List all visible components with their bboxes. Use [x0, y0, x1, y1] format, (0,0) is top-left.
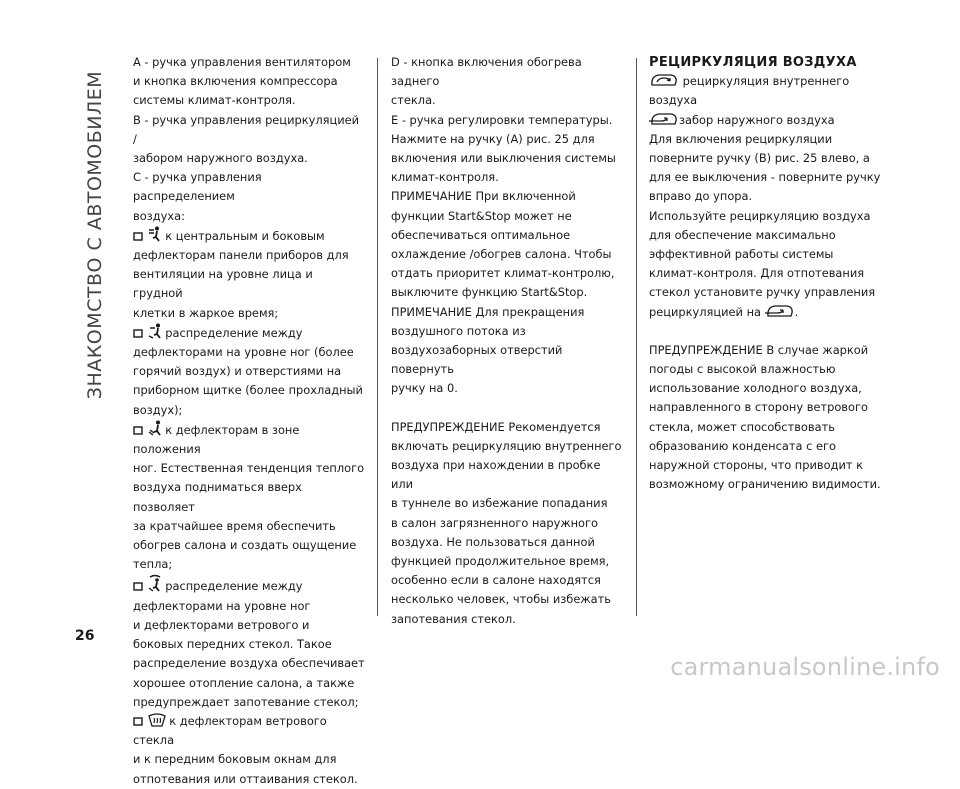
text-line: воздуха: — [133, 208, 185, 223]
text-line: Для включения рециркуляции — [649, 131, 833, 146]
text-line-with-icon: рециркуляцией на . — [649, 304, 799, 319]
bullet-square-icon — [133, 328, 144, 339]
text-line: и к передним боковым окнам для — [133, 752, 337, 767]
text-line: воздуха. Не пользоваться данной — [391, 534, 595, 549]
text-line: в туннеле во избежание попадания — [391, 496, 608, 511]
text-line: климат-контроля. Для отпотевания — [649, 266, 865, 281]
airflow-face-feet-icon — [148, 323, 162, 339]
text-line: системы климат-контроля. — [133, 93, 296, 108]
text-line: дефлекторами на уровне ног — [133, 598, 311, 613]
text-line: Используйте рециркуляцию воздуха — [649, 208, 871, 223]
text-line: для обеспечение максимально — [649, 227, 836, 242]
text-line: функцией продолжительное время, — [391, 554, 610, 569]
text-line: забором наружного воздуха. — [133, 151, 308, 166]
text-line: дефлекторами на уровне ног (более — [133, 345, 354, 360]
text-line: за кратчайшее время обеспечить — [133, 518, 336, 533]
text-line: охлаждение /обогрев салона. Чтобы — [391, 247, 612, 262]
column-2 — [391, 53, 623, 629]
text-line: воздуха при нахождении в пробке или — [391, 458, 601, 492]
text-line: отпотевания или оттаивания стекол. — [133, 771, 358, 786]
column-1 — [133, 53, 365, 789]
bullet-square-icon — [133, 231, 144, 242]
text-line: вентиляции на уровне лица и грудной — [133, 267, 313, 301]
text-line: выключите функцию Start&Stop. — [391, 285, 588, 300]
text-line: Е - ручка регулировки температуры. — [391, 112, 613, 127]
text-line: клетки в жаркое время; — [133, 305, 279, 320]
text-line: образованию конденсата с его — [649, 438, 836, 453]
text-line: воздуха — [649, 93, 698, 108]
text-line: обеспечиваться оптимальное — [391, 227, 571, 242]
text-line: боковых передних стекол. Такое — [133, 637, 332, 652]
text-line: распределение воздуха обеспечивает — [133, 656, 365, 671]
note-start-stop: ПРИМЕЧАНИЕ При включенной — [391, 189, 576, 204]
bullet-square-icon — [133, 425, 144, 436]
text-line: поверните ручку (В) рис. 25 влево, а — [649, 151, 870, 166]
column-divider-2 — [636, 58, 637, 616]
text-line: запотевания стекол. — [391, 611, 516, 626]
windscreen-defrost-icon — [148, 713, 166, 727]
text-line: использование холодного воздуха, — [649, 381, 862, 396]
text-line: стекла, может способствовать — [649, 419, 835, 434]
text-line: погоды с высокой влажностью — [649, 362, 836, 377]
airflow-feet-windscreen-icon — [148, 574, 162, 592]
text-line: в салон загрязненного наружного — [391, 515, 598, 530]
side-section-title: ЗНАКОМСТВО С АВТОМОБИЛЕМ — [84, 70, 107, 400]
text-line: несколько человек, чтобы избежать — [391, 592, 611, 607]
text-line: дефлекторам панели приборов для — [133, 248, 349, 263]
text-line: С - ручка управления распределением — [133, 170, 262, 204]
recirculation-item: рециркуляция внутреннего — [649, 72, 881, 91]
text-line: ног. Естественная тенденция теплого — [133, 461, 365, 476]
airflow-feet-icon — [148, 420, 162, 436]
text-line: А - ручка управления вентилятором — [133, 55, 351, 69]
text-line: для ее выключения - поверните ручку — [649, 170, 881, 185]
bullet-face-feet: распределение между — [133, 323, 365, 343]
section-heading: РЕЦИРКУЛЯЦИЯ ВОЗДУХА — [649, 55, 857, 70]
text-line: направленного в сторону ветрового — [649, 400, 868, 415]
text-line: хорошее отопление салона, а также — [133, 675, 355, 690]
text-line: и дефлекторами ветрового и — [133, 617, 310, 632]
text-line: возможному ограничению видимости. — [649, 477, 881, 492]
text-line: приборном щитке (более прохладный — [133, 383, 363, 398]
text-line: обогрев салона и создать ощущение — [133, 538, 357, 553]
airflow-face-icon — [148, 226, 162, 242]
text-line: эффективной работы системы — [649, 247, 834, 262]
text-line: воздушного потока из — [391, 323, 526, 338]
text-line: наружной стороны, что приводит к — [649, 458, 863, 473]
column-divider-1 — [377, 58, 378, 616]
text-line: функции Start&Stop может не — [391, 208, 572, 223]
text-line: воздух); — [133, 402, 183, 417]
text-line: D - кнопка включения обогрева заднего — [391, 55, 582, 89]
page-number: 26 — [75, 628, 95, 644]
text-line: тепла; — [133, 557, 173, 572]
text-line: ручку на 0. — [391, 381, 458, 396]
warning-recirculation: ПРЕДУПРЕЖДЕНИЕ Рекомендуется — [391, 419, 601, 434]
text-line: Нажмите на ручку (А) рис. 25 для — [391, 131, 595, 146]
recirculation-icon — [649, 73, 679, 87]
bullet-square-icon — [133, 716, 144, 727]
text-line: включать рециркуляцию внутреннего — [391, 438, 622, 453]
note-airflow: ПРИМЕЧАНИЕ Для прекращения — [391, 304, 585, 319]
bullet-feet-windscreen: распределение между — [133, 574, 365, 596]
column-3 — [649, 53, 881, 494]
text-line: воздуха подниматься вверх позволяет — [133, 480, 302, 514]
text-line: и кнопка включения компрессора — [133, 74, 338, 89]
bullet-face-vents: к центральным и боковым — [133, 226, 365, 246]
bullet-feet: к дефлекторам в зоне положения — [133, 420, 365, 459]
text-line: включения или выключения системы — [391, 151, 616, 166]
outside-air-icon — [765, 304, 795, 318]
text-line: стекла. — [391, 93, 436, 108]
bullet-square-icon — [133, 581, 144, 592]
text-line: стекол установите ручку управления — [649, 285, 876, 300]
text-line: горячий воздух) и отверстиями на — [133, 364, 342, 379]
text-line: В - ручка управления рециркуляцией / — [133, 112, 360, 146]
text-line: климат-контроля. — [391, 170, 499, 185]
outside-air-icon — [649, 112, 679, 126]
text-line: вправо до упора. — [649, 189, 753, 204]
text-line: отдать приоритет климат-контролю, — [391, 266, 615, 281]
text-line: предупреждает запотевание стекол; — [133, 694, 359, 709]
outside-air-item: забор наружного воздуха — [649, 111, 881, 130]
warning-humidity: ПРЕДУПРЕЖДЕНИЕ В случае жаркой — [649, 342, 869, 357]
text-line: особенно если в салоне находятся — [391, 573, 601, 588]
watermark-text: carmanualsonline.info — [670, 653, 940, 681]
bullet-windscreen: к дефлекторам ветрового стекла — [133, 713, 327, 748]
text-line: воздухозаборных отверстий повернуть — [391, 343, 563, 377]
